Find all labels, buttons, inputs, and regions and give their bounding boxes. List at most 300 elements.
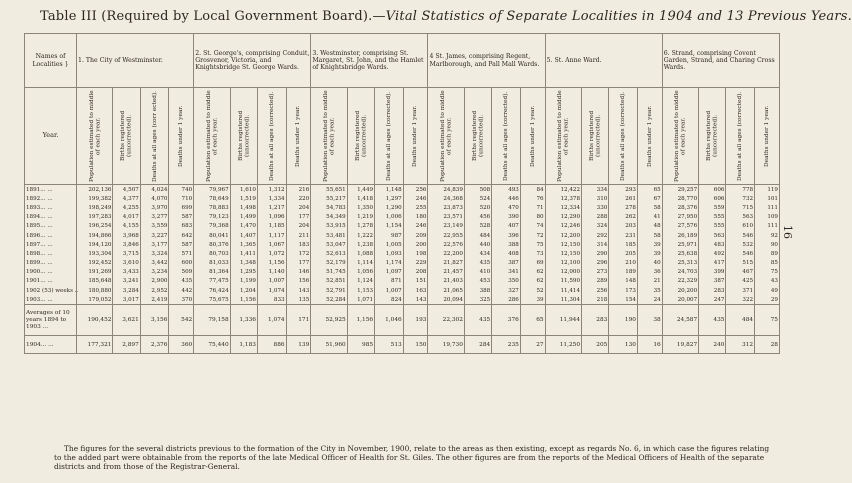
- table-cell: 387: [699, 277, 726, 286]
- year-cell: 1894... ...: [25, 213, 77, 222]
- table-cell: 200: [403, 240, 428, 249]
- table-cell: 76,424: [194, 286, 230, 295]
- table-cell: 25,638: [662, 249, 698, 258]
- table-cell: 1,185: [257, 222, 286, 231]
- table-cell: 54,783: [311, 203, 347, 212]
- table-cell: 283: [582, 305, 609, 336]
- table-cell: 193,304: [77, 249, 113, 258]
- table-cell: 177: [286, 259, 311, 268]
- table-cell: 205: [582, 336, 609, 354]
- table-cell: 62: [520, 268, 545, 277]
- table-cell: 388: [464, 286, 491, 295]
- table-cell: 75: [755, 268, 780, 277]
- table-cell: 172: [286, 249, 311, 258]
- footnote: The figures for the several districts previous to the formation of the City in November, 1900, relate to the areas as then existing, except as regards No. 6, in which case the figures relating to the added part were obtainable from the reports of the late Medical Officer of Health for St. Giles. The other figures are from the reports of the Medical Officers of Health of the separate districts and from those of the Registrar-General.: [54, 444, 770, 471]
- table-cell: 135: [286, 295, 311, 305]
- table-cell: 1,449: [347, 185, 374, 195]
- table-cell: 148: [609, 277, 638, 286]
- table-cell: 143: [286, 286, 311, 295]
- table-cell: 190,452: [77, 305, 113, 336]
- table-cell: 1,006: [375, 213, 404, 222]
- table-cell: 80,376: [194, 240, 230, 249]
- table-cell: 151: [403, 277, 428, 286]
- table-cell: 190: [609, 305, 638, 336]
- table-cell: 324: [582, 222, 609, 231]
- table-cell: 12,100: [545, 259, 581, 268]
- table-cell: 1,222: [347, 231, 374, 240]
- table-cell: 12,422: [545, 185, 581, 195]
- year-cell: 1900... ...: [25, 268, 77, 277]
- table-cell: 55,217: [311, 194, 347, 203]
- table-row: [25, 286, 780, 295]
- table-cell: 513: [375, 336, 404, 354]
- table-cell: 3,621: [113, 305, 140, 336]
- table-cell: 1,297: [375, 194, 404, 203]
- table-cell: 3,610: [113, 259, 140, 268]
- table-cell: 80: [520, 213, 545, 222]
- table-cell: 12,334: [545, 203, 581, 212]
- table-cell: 600: [169, 259, 194, 268]
- table-row: [25, 295, 780, 305]
- column-header-label: Population estimated to middle of each year.: [439, 90, 453, 182]
- table-cell: 111: [755, 203, 780, 212]
- table-cell: 81,033: [194, 259, 230, 268]
- table-cell: 484: [726, 305, 755, 336]
- table-cell: 79,368: [194, 222, 230, 231]
- table-cell: 3,156: [140, 305, 169, 336]
- table-cell: 211: [286, 231, 311, 240]
- table-cell: 58: [637, 231, 662, 240]
- table-cell: 185: [609, 240, 638, 249]
- table-cell: 69: [520, 259, 545, 268]
- table-cell: 24: [637, 295, 662, 305]
- table-cell: 255: [403, 203, 428, 212]
- table-cell: 20,094: [428, 295, 464, 305]
- table-cell: 290: [582, 249, 609, 258]
- table-cell: 334: [582, 185, 609, 195]
- table-cell: 2,419: [140, 295, 169, 305]
- table-cell: 371: [726, 286, 755, 295]
- table-cell: 683: [169, 222, 194, 231]
- table-cell: 39: [520, 295, 545, 305]
- table-cell: 52,613: [311, 249, 347, 258]
- table-cell: 1,046: [375, 305, 404, 336]
- table-cell: 1,097: [375, 268, 404, 277]
- table-cell: 1,334: [257, 194, 286, 203]
- table-row: [25, 203, 780, 212]
- table-cell: 197,283: [77, 213, 113, 222]
- table-cell: 3,284: [113, 286, 140, 295]
- table-cell: 29: [755, 295, 780, 305]
- table-cell: 101: [755, 194, 780, 203]
- table-cell: 3,324: [140, 249, 169, 258]
- table-cell: 24,703: [662, 268, 698, 277]
- table-cell: 179,052: [77, 295, 113, 305]
- year-header: Year.: [25, 88, 77, 185]
- vital-statistics-table: [24, 33, 780, 354]
- table-cell: 292: [582, 231, 609, 240]
- table-cell: 515: [726, 259, 755, 268]
- table-cell: 1,312: [257, 185, 286, 195]
- column-header: [545, 88, 581, 185]
- table-cell: 185,648: [77, 277, 113, 286]
- table-cell: 183: [286, 240, 311, 249]
- table-cell: 163: [403, 286, 428, 295]
- table-cell: 1,148: [375, 185, 404, 195]
- year-cell: 1899... ...: [25, 259, 77, 268]
- column-header-label: Deaths under 1 year.: [178, 105, 185, 167]
- table-row: [25, 259, 780, 268]
- table-cell: 3,177: [140, 240, 169, 249]
- table-cell: 65: [520, 305, 545, 336]
- table-cell: 75: [520, 240, 545, 249]
- table-cell: 1,290: [375, 203, 404, 212]
- table-cell: 76: [520, 194, 545, 203]
- table-cell: 508: [464, 185, 491, 195]
- table-cell: 80,703: [194, 249, 230, 258]
- table-cell: 67: [637, 194, 662, 203]
- table-cell: 1,114: [347, 259, 374, 268]
- table-cell: 39: [637, 240, 662, 249]
- column-header-label: Deaths under 1 year.: [295, 105, 302, 167]
- table-cell: 370: [169, 295, 194, 305]
- table-cell: 72: [520, 231, 545, 240]
- table-cell: 192,452: [77, 259, 113, 268]
- table-cell: 196,254: [77, 222, 113, 231]
- table-cell: 587: [169, 213, 194, 222]
- table-cell: 1,007: [257, 277, 286, 286]
- table-cell: 3,227: [140, 231, 169, 240]
- table-cell: 1,007: [375, 286, 404, 295]
- table-cell: 3,442: [140, 259, 169, 268]
- table-cell: 12,246: [545, 222, 581, 231]
- table-cell: 1,411: [230, 249, 257, 258]
- table-cell: 205: [609, 249, 638, 258]
- table-cell: 3,017: [113, 295, 140, 305]
- table-cell: 1,295: [230, 268, 257, 277]
- table-cell: 484: [464, 231, 491, 240]
- table-cell: 3,715: [113, 249, 140, 258]
- table-cell: 11,590: [545, 277, 581, 286]
- table-cell: 58: [637, 203, 662, 212]
- table-cell: 1,365: [230, 240, 257, 249]
- table-row: [25, 194, 780, 203]
- table-cell: 4,024: [140, 185, 169, 195]
- table-cell: 12,200: [545, 231, 581, 240]
- district-header-4: 4 St. James, comprising Regent, Marlborough, and Pall Mall Wards.: [428, 34, 545, 88]
- table-cell: 4,377: [113, 194, 140, 203]
- year-cell: 1901... ...: [25, 277, 77, 286]
- table-cell: 229: [403, 259, 428, 268]
- table-cell: 231: [609, 231, 638, 240]
- table-cell: 26,189: [662, 231, 698, 240]
- column-header: [230, 88, 257, 185]
- table-cell: 204: [286, 222, 311, 231]
- table-cell: 218: [582, 295, 609, 305]
- year-cell: 1897... ...: [25, 240, 77, 249]
- table-cell: 1,519: [230, 194, 257, 203]
- table-cell: 193: [403, 305, 428, 336]
- table-cell: 1,156: [257, 259, 286, 268]
- table-cell: 24,839: [428, 185, 464, 195]
- table-cell: 216: [286, 185, 311, 195]
- table-cell: 1,153: [347, 286, 374, 295]
- table-cell: 156: [286, 277, 311, 286]
- table-cell: 150: [403, 336, 428, 354]
- table-cell: 1,067: [257, 240, 286, 249]
- table-cell: 52,925: [311, 305, 347, 336]
- table-cell: 284: [464, 336, 491, 354]
- table-cell: 27: [520, 336, 545, 354]
- table-cell: 1,183: [230, 336, 257, 354]
- table-cell: 71: [520, 203, 545, 212]
- table-cell: 256: [582, 286, 609, 295]
- table-cell: 440: [464, 240, 491, 249]
- table-cell: 1,071: [347, 295, 374, 305]
- column-header: [286, 88, 311, 185]
- column-header: [520, 88, 545, 185]
- table-cell: 1,418: [347, 194, 374, 203]
- table-cell: 2,952: [140, 286, 169, 295]
- table-cell: 532: [726, 240, 755, 249]
- title-italic: Vital Statistics of Separate Localities in 1904 and 13 Previous Years.: [385, 9, 852, 24]
- table-cell: 1,199: [230, 277, 257, 286]
- column-header: [662, 88, 698, 185]
- table-cell: 89: [755, 249, 780, 258]
- table-cell: 1,154: [375, 222, 404, 231]
- table-cell: 198: [403, 249, 428, 258]
- table-cell: 587: [169, 240, 194, 249]
- column-header-label: Population estimated to middle of each year.: [88, 90, 101, 182]
- table-row: [25, 305, 780, 336]
- table-cell: 732: [726, 194, 755, 203]
- table-cell: 180: [403, 213, 428, 222]
- table-cell: 11,414: [545, 286, 581, 295]
- column-header: [726, 88, 755, 185]
- table-cell: 39: [637, 249, 662, 258]
- table-cell: 360: [169, 336, 194, 354]
- table-cell: 1,117: [257, 231, 286, 240]
- table-cell: 3,433: [113, 268, 140, 277]
- table-cell: 4,255: [113, 203, 140, 212]
- table-cell: 435: [169, 277, 194, 286]
- names-of-localities-header: Names of Localities }: [25, 34, 77, 88]
- table-cell: 312: [726, 336, 755, 354]
- table-cell: 52,179: [311, 259, 347, 268]
- table-cell: 987: [375, 231, 404, 240]
- table-cell: 54,349: [311, 213, 347, 222]
- table-cell: 256: [403, 185, 428, 195]
- table-cell: 74: [520, 222, 545, 231]
- table-cell: 1,156: [347, 305, 374, 336]
- table-cell: 3,970: [140, 203, 169, 212]
- table-cell: 699: [169, 203, 194, 212]
- table-cell: 546: [726, 249, 755, 258]
- year-cell: 1904... ...: [25, 336, 77, 354]
- column-header: [113, 88, 140, 185]
- table-cell: 435: [464, 305, 491, 336]
- table-cell: 1,219: [347, 213, 374, 222]
- column-header-label: Deaths under 1 year.: [412, 105, 419, 167]
- table-cell: 3,241: [113, 277, 140, 286]
- table-cell: 202,136: [77, 185, 113, 195]
- table-cell: 2,900: [140, 277, 169, 286]
- table-cell: 4,155: [113, 222, 140, 231]
- column-header-label: Population estimated to middle of each year.: [322, 90, 336, 182]
- table-cell: 606: [699, 185, 726, 195]
- table-cell: 1,407: [230, 231, 257, 240]
- table-cell: 456: [464, 213, 491, 222]
- column-header-label: Deaths at all ages (corrected).: [502, 91, 509, 181]
- year-cell: 1892... ...: [25, 194, 77, 203]
- table-cell: 49: [755, 286, 780, 295]
- table-cell: 2,897: [113, 336, 140, 354]
- column-header: [375, 88, 404, 185]
- column-header: [637, 88, 662, 185]
- table-cell: 24,587: [662, 305, 698, 336]
- column-header: [140, 88, 169, 185]
- table-cell: 555: [699, 222, 726, 231]
- table-cell: 610: [726, 222, 755, 231]
- table-cell: 92: [755, 231, 780, 240]
- table-cell: 139: [286, 336, 311, 354]
- table-cell: 524: [464, 194, 491, 203]
- table-cell: 262: [609, 213, 638, 222]
- column-header-label: Deaths at all ages (corrected).: [385, 91, 392, 181]
- table-cell: 51,745: [311, 268, 347, 277]
- table-cell: 21: [637, 277, 662, 286]
- district-header-row: [25, 34, 780, 88]
- table-cell: 467: [726, 268, 755, 277]
- table-cell: 22,200: [428, 249, 464, 258]
- table-cell: 310: [582, 194, 609, 203]
- table-cell: 23,149: [428, 222, 464, 231]
- table-cell: 493: [492, 185, 521, 195]
- table-cell: 27,576: [662, 222, 698, 231]
- column-header: [755, 88, 780, 185]
- table-cell: 28,770: [662, 194, 698, 203]
- table-cell: 53,047: [311, 240, 347, 249]
- column-header-label: Deaths at all ages (corrected).: [268, 91, 275, 181]
- table-cell: 1,088: [347, 249, 374, 258]
- table-cell: 824: [375, 295, 404, 305]
- table-cell: 143: [403, 295, 428, 305]
- table-cell: 78,649: [194, 194, 230, 203]
- column-header-label: Population estimated to middle of each year.: [557, 90, 570, 182]
- year-cell: 1896... ...: [25, 231, 77, 240]
- table-cell: 1,610: [230, 185, 257, 195]
- table-row: [25, 213, 780, 222]
- table-cell: 12,290: [545, 213, 581, 222]
- year-cell: 1902 (53) weeks ..: [26, 287, 79, 294]
- table-cell: 289: [582, 277, 609, 286]
- table-cell: 1,499: [230, 213, 257, 222]
- table-cell: 1,056: [347, 268, 374, 277]
- table-cell: 51,960: [311, 336, 347, 354]
- table-cell: 247: [699, 295, 726, 305]
- table-cell: 194,866: [77, 231, 113, 240]
- table-cell: 12,150: [545, 240, 581, 249]
- table-cell: 396: [492, 231, 521, 240]
- table-cell: 29,257: [662, 185, 698, 195]
- table-cell: 210: [609, 259, 638, 268]
- table-row: [25, 277, 780, 286]
- table-cell: 1,217: [257, 203, 286, 212]
- table-cell: 555: [699, 213, 726, 222]
- table-cell: 75,675: [194, 295, 230, 305]
- table-cell: 12,000: [545, 268, 581, 277]
- table-cell: 390: [492, 213, 521, 222]
- table-cell: 1,350: [347, 203, 374, 212]
- table-cell: 75: [755, 305, 780, 336]
- table-row: [25, 249, 780, 258]
- table-cell: 189: [609, 268, 638, 277]
- table-cell: 27,950: [662, 213, 698, 222]
- column-header: [194, 88, 230, 185]
- table-cell: 1,156: [230, 295, 257, 305]
- table-cell: 130: [609, 336, 638, 354]
- table-cell: 1,005: [375, 240, 404, 249]
- table-cell: 85: [755, 259, 780, 268]
- column-header: [403, 88, 428, 185]
- table-cell: 1,174: [375, 259, 404, 268]
- table-cell: 1,074: [257, 305, 286, 336]
- table-cell: 25,313: [662, 259, 698, 268]
- table-body: [25, 185, 780, 354]
- table-cell: 4,070: [140, 194, 169, 203]
- table-cell: 11,944: [545, 305, 581, 336]
- table-cell: 12,150: [545, 249, 581, 258]
- page-title: [40, 9, 852, 24]
- table-cell: 75,440: [194, 336, 230, 354]
- table-cell: 43: [755, 277, 780, 286]
- table-cell: 199,382: [77, 194, 113, 203]
- district-header-5: 5. St. Anne Ward.: [545, 34, 662, 88]
- column-header: [347, 88, 374, 185]
- table-row: [25, 336, 780, 354]
- table-cell: 11,250: [545, 336, 581, 354]
- table-cell: 261: [609, 194, 638, 203]
- table-cell: 286: [492, 295, 521, 305]
- table-cell: 38: [637, 305, 662, 336]
- table-cell: 3,277: [140, 213, 169, 222]
- table-cell: 715: [726, 203, 755, 212]
- table-cell: 434: [464, 249, 491, 258]
- table-cell: 283: [699, 286, 726, 295]
- table-cell: 77,475: [194, 277, 230, 286]
- table-row: [25, 268, 780, 277]
- table-cell: 563: [726, 213, 755, 222]
- table-row: [25, 240, 780, 249]
- table-cell: 109: [755, 213, 780, 222]
- table-cell: 21,827: [428, 259, 464, 268]
- table-cell: 1,096: [257, 213, 286, 222]
- table-cell: 408: [492, 249, 521, 258]
- table-cell: 24,368: [428, 194, 464, 203]
- table-cell: 22,302: [428, 305, 464, 336]
- table-cell: 171: [286, 305, 311, 336]
- table-cell: 330: [582, 203, 609, 212]
- table-cell: 871: [375, 277, 404, 286]
- table-cell: 571: [169, 249, 194, 258]
- column-header-label: Deaths under 1 year.: [529, 105, 536, 167]
- table-cell: 78,883: [194, 203, 230, 212]
- year-cell: 1898... ...: [25, 249, 77, 258]
- table-cell: 1,348: [230, 259, 257, 268]
- column-header-label: Deaths under 1 year.: [646, 105, 653, 167]
- table-cell: 62: [520, 277, 545, 286]
- table-cell: 21,403: [428, 277, 464, 286]
